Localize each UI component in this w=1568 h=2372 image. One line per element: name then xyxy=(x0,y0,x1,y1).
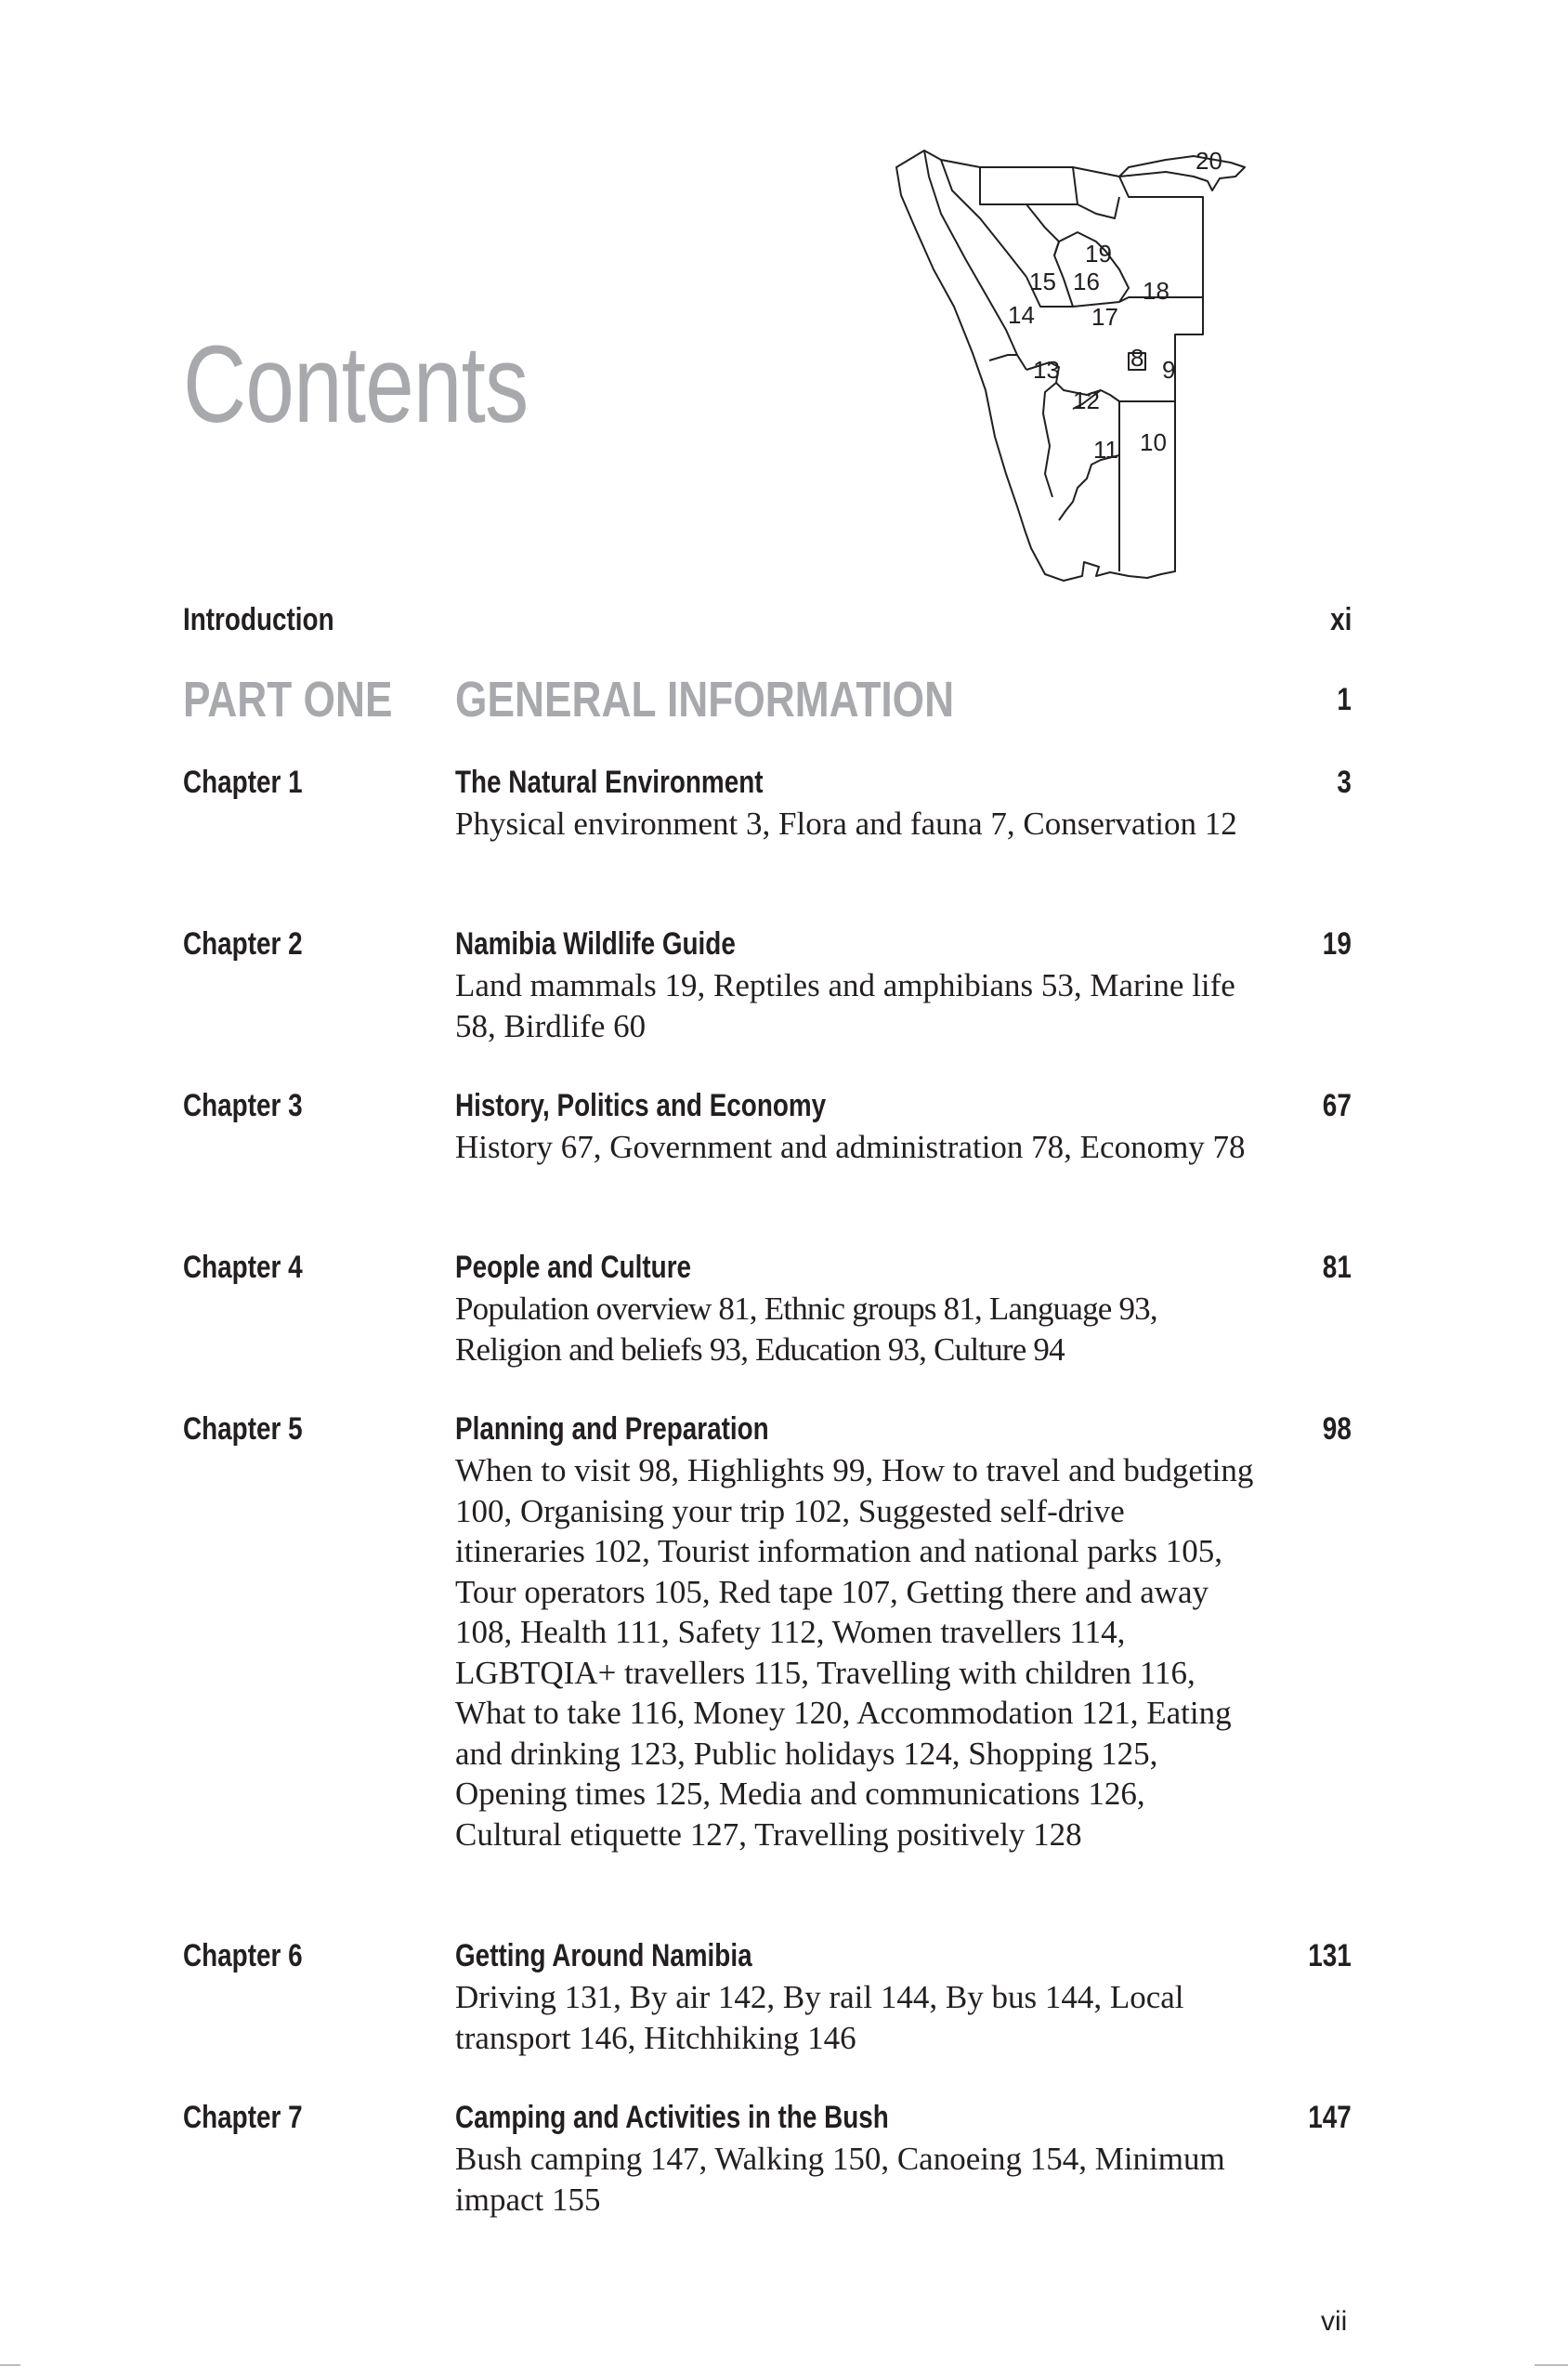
map-border xyxy=(1073,167,1078,204)
part-page: 1 xyxy=(1337,682,1352,717)
chapter-page: 131 xyxy=(1308,1938,1352,1973)
chapter-entry[interactable] xyxy=(183,1250,1352,1380)
chapter-description: Driving 131, By air 142, By rail 144, By bus 144, Local transport 146, Hitchhiking 146 xyxy=(455,1979,1184,2056)
part-label: PART ONE xyxy=(183,672,393,727)
chapter-description: When to visit 98, Highlights 99, How to travel and budgeting 100, Organising your trip 102, Suggested self-drive itineraries 102, Tourist information and national parks 105, Tour operators 105, Red tape 107, Getting there and away 108, Health 111, Safety 112, Women travellers 114, LGBTQIA+ travellers 115, Travelling with children 116, What to take 116, Money 120, Accommodation 121, Eating and drinking 123, Public holidays 124, Shopping 125, Opening times 125, Media and communications 126, Cultural etiquette 127, Travelling positively 128 xyxy=(455,1452,1254,1853)
chapter-title: People and Culture xyxy=(455,1250,692,1285)
chapter-label: Chapter 1 xyxy=(183,765,303,800)
chapter-label: Chapter 4 xyxy=(183,1250,303,1285)
map-border xyxy=(989,355,1017,360)
chapter-title: Planning and Preparation xyxy=(455,1411,769,1447)
chapter-page: 81 xyxy=(1322,1250,1352,1285)
region-map xyxy=(887,139,1352,595)
chapter-entry[interactable] xyxy=(183,926,1352,1056)
chapter-page: 3 xyxy=(1337,765,1352,800)
region-label: 10 xyxy=(1140,428,1167,456)
page-number: vii xyxy=(1321,2306,1348,2337)
part-row xyxy=(183,671,1352,736)
region-label: 8 xyxy=(1130,344,1144,372)
chapter-entry[interactable] xyxy=(183,1938,1352,2068)
chapter-title: The Natural Environment xyxy=(455,765,764,800)
map-border xyxy=(980,167,1119,218)
chapter-title: History, Politics and Economy xyxy=(455,1088,827,1123)
chapter-description: Population overview 81, Ethnic groups 81, Language 93, Religion and beliefs 93, Education 93, Culture 94 xyxy=(455,1291,1157,1368)
region-label: 9 xyxy=(1162,356,1176,384)
region-label: 15 xyxy=(1029,268,1056,295)
region-label: 19 xyxy=(1085,240,1112,268)
region-label: 20 xyxy=(1196,147,1222,175)
region-label: 16 xyxy=(1073,268,1100,295)
map-border xyxy=(924,151,1026,370)
page-title: Contents xyxy=(183,323,529,446)
map-border xyxy=(941,160,1026,277)
region-label: 14 xyxy=(1008,301,1035,329)
chapter-label: Chapter 6 xyxy=(183,1938,303,1973)
region-label: 13 xyxy=(1033,356,1060,384)
region-label: 18 xyxy=(1143,277,1169,305)
chapter-page: 19 xyxy=(1322,926,1352,962)
chapter-description: Physical environment 3, Flora and fauna 7, Conservation 12 xyxy=(455,806,1237,842)
chapter-title: Getting Around Namibia xyxy=(455,1938,752,1973)
chapter-entry[interactable] xyxy=(183,1088,1352,1218)
chapter-entry[interactable] xyxy=(183,2100,1352,2230)
chapter-description: Land mammals 19, Reptiles and amphibians 53, Marine life 58, Birdlife 60 xyxy=(455,967,1235,1044)
chapter-page: 67 xyxy=(1322,1088,1352,1123)
chapter-label: Chapter 7 xyxy=(183,2100,303,2135)
introduction-label: Introduction xyxy=(183,602,334,637)
chapter-page: 147 xyxy=(1308,2100,1352,2135)
chapter-description: Bush camping 147, Walking 150, Canoeing 154, Minimum impact 155 xyxy=(455,2141,1225,2218)
chapter-title: Namibia Wildlife Guide xyxy=(455,926,736,962)
region-label: 17 xyxy=(1091,303,1118,331)
chapter-label: Chapter 3 xyxy=(183,1088,303,1123)
chapter-entry[interactable] xyxy=(183,1411,1352,1894)
region-label: 11 xyxy=(1093,436,1118,464)
map-border xyxy=(1054,242,1059,256)
chapter-label: Chapter 2 xyxy=(183,926,303,962)
chapter-description: History 67, Government and administration 78, Economy 78 xyxy=(455,1129,1246,1165)
map-outline xyxy=(896,151,1245,581)
introduction-row[interactable] xyxy=(183,602,1352,649)
map-border xyxy=(1059,455,1119,520)
chapter-entry[interactable] xyxy=(183,765,1352,895)
introduction-page: xi xyxy=(1329,602,1352,637)
part-title: GENERAL INFORMATION xyxy=(455,672,955,727)
chapter-page: 98 xyxy=(1322,1411,1352,1447)
region-label: 12 xyxy=(1073,387,1100,414)
chapter-label: Chapter 5 xyxy=(183,1411,303,1447)
chapter-title: Camping and Activities in the Bush xyxy=(455,2100,889,2135)
